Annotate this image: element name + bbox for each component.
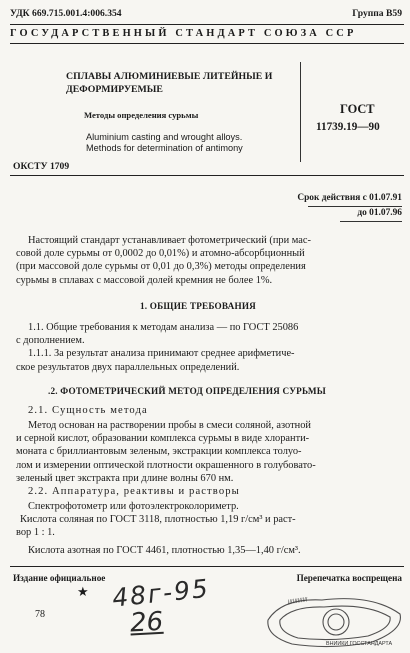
validity-from: Срок действия с 01.07.91 [297, 193, 402, 203]
gost-number: 11739.19—90 [316, 121, 380, 133]
section-2-1-heading: 2.1. Сущность метода [28, 405, 148, 416]
section-1-line: ское результатов двух параллельных определений. [16, 361, 240, 373]
method-line: Метод основан на растворении пробы в смеси соляной, азотной [28, 420, 311, 431]
gost-label: ГОСТ [340, 102, 375, 116]
official-edition: Издание официальное [13, 573, 106, 583]
validity-underline-2 [340, 221, 402, 222]
equipment-line: Кислота азотная по ГОСТ 4461, плотностью 1,35—1,40 г/см³. [28, 544, 301, 556]
title-line-2: ДЕФОРМИРУЕМЫЕ [66, 84, 163, 95]
handwritten-number-bottom: 26 [129, 606, 164, 639]
equipment-line: Кислота соляная по ГОСТ 3118, плотностью 1,19 г/см³ и раст- [20, 514, 296, 526]
footer-rule [10, 566, 404, 567]
handwritten-number-top: 48г-95 [110, 573, 212, 613]
equipment-line: Спектрофотометр или фотоэлектроколориметр. [28, 501, 239, 512]
section-1-heading: 1. ОБЩИЕ ТРЕБОВАНИЯ [140, 301, 257, 311]
english-line-1: Aluminium casting and wrought alloys. [86, 132, 243, 142]
section-2-2-body [16, 500, 402, 557]
header-rule-top [10, 24, 404, 25]
intro-line: сурьмы в сплавах с массовой долей кремния не более 1%. [16, 274, 273, 286]
english-line-2: Methods for determination of antimony [86, 143, 243, 153]
section-2-1-body [16, 419, 402, 485]
reprint-notice: Перепечатка воспрещена [296, 573, 402, 583]
udk-code: 669.715.001.4:006.354 [32, 8, 122, 19]
intro-paragraph [16, 234, 402, 287]
intro-line: (при массовой доле сурьмы от 0,01 до 0,3%) методы определения [16, 261, 306, 273]
intro-line: Настоящий стандарт устанавливает фотометрический (при мас- [28, 235, 311, 246]
standard-title: ГОСУДАРСТВЕННЫЙ СТАНДАРТ СОЮЗА ССР [10, 28, 357, 39]
handwritten-annotation [110, 573, 242, 650]
method-line: зеленый цвет экстракта при длине волны 670 нм. [16, 472, 234, 484]
section-1-line: 1.1.1. За результат анализа принимают среднее арифметиче- [28, 348, 295, 360]
title-divider-vertical [300, 62, 301, 162]
validity-to: до 01.07.96 [357, 208, 402, 218]
equipment-line: вор 1 : 1. [16, 527, 55, 539]
okstu-code: ОКСТУ 1709 [13, 161, 70, 172]
document-title [66, 70, 272, 96]
star-icon: ★ [77, 584, 89, 599]
english-title [86, 132, 243, 154]
method-line: лом и измерении оптической плотности окрашенного в голубовато- [16, 459, 316, 471]
title-block-rule [10, 175, 404, 176]
page-number: 78 [35, 609, 45, 620]
stamp-caption: ВНИИКИ ГОССТАНДАРТА [326, 641, 393, 647]
group-code: Группа В59 [352, 8, 402, 19]
section-2-2-heading: 2.2. Аппаратура, реактивы и растворы [28, 486, 240, 497]
method-line: и серной кислот, образовании комплекса сурьмы в виде хлоранти- [16, 433, 310, 445]
header-rule-bottom [10, 43, 404, 44]
document-subtitle: Методы определения сурьмы [84, 110, 199, 120]
intro-line: совой доле сурьмы от 0,0002 до 0,01%) и атомно-абсорбционный [16, 248, 305, 260]
library-stamp-icon [262, 590, 406, 650]
title-line-1: СПЛАВЫ АЛЮМИНИЕВЫЕ ЛИТЕЙНЫЕ И [66, 71, 273, 82]
validity-underline [308, 206, 402, 207]
udk-label: УДК [10, 8, 30, 19]
section-2-heading: .2. ФОТОМЕТРИЧЕСКИЙ МЕТОД ОПРЕДЕЛЕНИЯ СУРЬМЫ [48, 386, 326, 396]
section-1-line: 1.1. Общие требования к методам анализа — по ГОСТ 25086 [28, 322, 299, 333]
udk-line [10, 8, 122, 19]
section-1-body [16, 321, 402, 374]
svg-text:////////////: //////////// [287, 597, 309, 606]
method-line: моната с бриллиантовым зеленым, экстракции комплекса толуо- [16, 446, 302, 458]
section-1-line: с дополнением. [16, 335, 85, 347]
